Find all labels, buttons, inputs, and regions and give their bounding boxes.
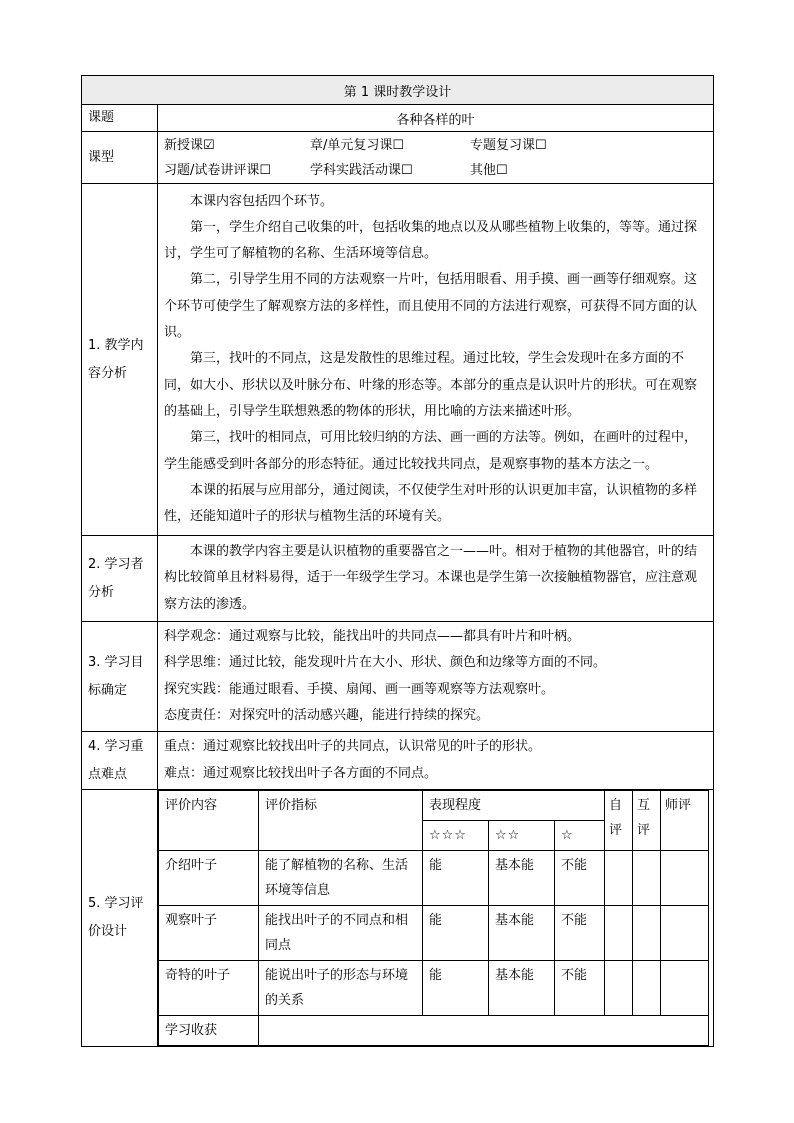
option-exercise-review[interactable]: 习题/试卷讲评课☐ [164, 162, 272, 178]
peer-eval-cell[interactable] [633, 961, 661, 1016]
option-topic-review[interactable]: 专题复习课☐ [470, 137, 547, 153]
self-eval-cell[interactable] [605, 906, 633, 961]
topic-label: 课题 [82, 105, 158, 132]
section2-text: 本课的教学内容主要是认识植物的重要器官之一——叶。相对于植物的其他器官，叶的结构比较简单且材料易得，适于一年级学生学习。本课也是学生第一次接触植物器官，应注意观察方法的渗透。 [164, 544, 698, 612]
section1-content [158, 184, 714, 536]
row-indicator: 能说出叶子的形态与环境的关系 [259, 961, 423, 1016]
section3-label: 3. 学习目标确定 [82, 622, 158, 732]
row-content: 观察叶子 [159, 906, 259, 961]
section1-paragraph: 第三，找叶的不同点，这是发散性的思维过程。通过比较，学生会发现叶在多方面的不同，如大小、形状以及叶脉分布、叶缘的形态等。本部分的重点是认识叶片的形状。可在观察的基础上，引导学生联想熟悉的物体的形状，用比喻的方法来描述叶形。 [164, 351, 698, 419]
lesson-plan-table [81, 75, 714, 1047]
option-new-lesson[interactable]: 新授课☑ [164, 137, 215, 153]
teacher-eval-cell[interactable] [661, 906, 709, 961]
header-indicator: 评价指标 [259, 791, 423, 851]
star3-header: ☆☆☆ [423, 821, 489, 851]
star1-header: ☆ [555, 821, 605, 851]
star2-header: ☆☆ [489, 821, 555, 851]
section2-label: 2. 学习者分析 [82, 536, 158, 622]
row-level3: 能 [423, 851, 489, 906]
section4-label: 4. 学习重点难点 [82, 732, 158, 790]
difficult-point: 难点：通过观察比较找出叶子各方面的不同点。 [164, 765, 438, 781]
section1-paragraph: 本课内容包括四个环节。 [190, 193, 334, 209]
peer-eval-cell[interactable] [633, 851, 661, 906]
teacher-eval-cell[interactable] [661, 961, 709, 1016]
section1-paragraph: 第二，引导学生用不同的方法观察一片叶，包括用眼看、用手摸、画一画等仔细观察。这个环节可使学生了解观察方法的多样性，而且使用不同的方法进行观察，可获得不同方面的认识。 [164, 272, 698, 341]
key-point: 重点：通过观察比较找出叶子的共同点，认识常见的叶子的形状。 [164, 739, 542, 755]
section1-paragraph: 本课的拓展与应用部分，通过阅读，不仅使学生对叶形的认识更加丰富，认识植物的多样性，还能知道叶子的形状与植物生活的环境有关。 [164, 482, 698, 525]
topic-value: 各种各样的叶 [158, 105, 714, 132]
row-indicator: 能了解植物的名称、生活环境等信息 [259, 851, 423, 906]
row-level1: 不能 [555, 851, 605, 906]
section1-label: 1. 教学内容分析 [82, 184, 158, 536]
lesson-type-options [158, 132, 714, 184]
learning-gain-label: 学习收获 [159, 1016, 259, 1046]
self-eval-cell[interactable] [605, 851, 633, 906]
objective-line: 探究实践：能通过眼看、手摸、扇闻、画一画等观察等方法观察叶。 [164, 681, 555, 697]
option-practice-activity[interactable]: 学科实践活动课☐ [310, 162, 413, 178]
row-level2: 基本能 [489, 961, 555, 1016]
row-level1: 不能 [555, 906, 605, 961]
section5-label: 5. 学习评价设计 [82, 790, 158, 1047]
lesson-plan-page [81, 75, 713, 1047]
row-level3: 能 [423, 906, 489, 961]
section3-content [158, 622, 714, 732]
row-level2: 基本能 [489, 851, 555, 906]
row-content: 奇特的叶子 [159, 961, 259, 1016]
section2-content [158, 536, 714, 622]
section5-content [158, 790, 714, 1047]
option-unit-review[interactable]: 章/单元复习课☐ [310, 137, 405, 153]
evaluation-table [158, 790, 709, 1046]
objective-line: 态度责任：对探究叶的活动感兴趣，能进行持续的探究。 [164, 707, 490, 723]
section4-content [158, 732, 714, 790]
row-level1: 不能 [555, 961, 605, 1016]
teacher-eval-cell[interactable] [661, 851, 709, 906]
section1-paragraph: 第一，学生介绍自己收集的叶，包括收集的地点以及从哪些植物上收集的，等等。通过探讨，学生可了解植物的名称、生活环境等信息。 [164, 219, 698, 262]
self-eval-cell[interactable] [605, 961, 633, 1016]
row-level2: 基本能 [489, 906, 555, 961]
header-peer: 互评 [633, 791, 661, 851]
row-indicator: 能找出叶子的不同点和相同点 [259, 906, 423, 961]
page-title: 第 1 课时教学设计 [82, 76, 714, 105]
header-content: 评价内容 [159, 791, 259, 851]
header-self: 自评 [605, 791, 633, 851]
section1-paragraph: 第三，找叶的相同点，可用比较归纳的方法、画一画的方法等。例如，在画叶的过程中，学生能感受到叶各部分的形态特征。通过比较找共同点，是观察事物的基本方法之一。 [164, 430, 698, 472]
peer-eval-cell[interactable] [633, 906, 661, 961]
row-content: 介绍叶子 [159, 851, 259, 906]
header-teacher: 师评 [661, 791, 709, 851]
objective-line: 科学观念：通过观察与比较，能找出叶的共同点——都具有叶片和叶柄。 [164, 628, 581, 644]
header-level: 表现程度 [423, 791, 605, 821]
objective-line: 科学思维：通过比较，能发现叶片在大小、形状、颜色和边缘等方面的不同。 [164, 655, 607, 671]
learning-gain-field[interactable] [259, 1016, 709, 1046]
lesson-type-label: 课型 [82, 132, 158, 184]
row-level3: 能 [423, 961, 489, 1016]
option-other[interactable]: 其他☐ [470, 162, 508, 178]
